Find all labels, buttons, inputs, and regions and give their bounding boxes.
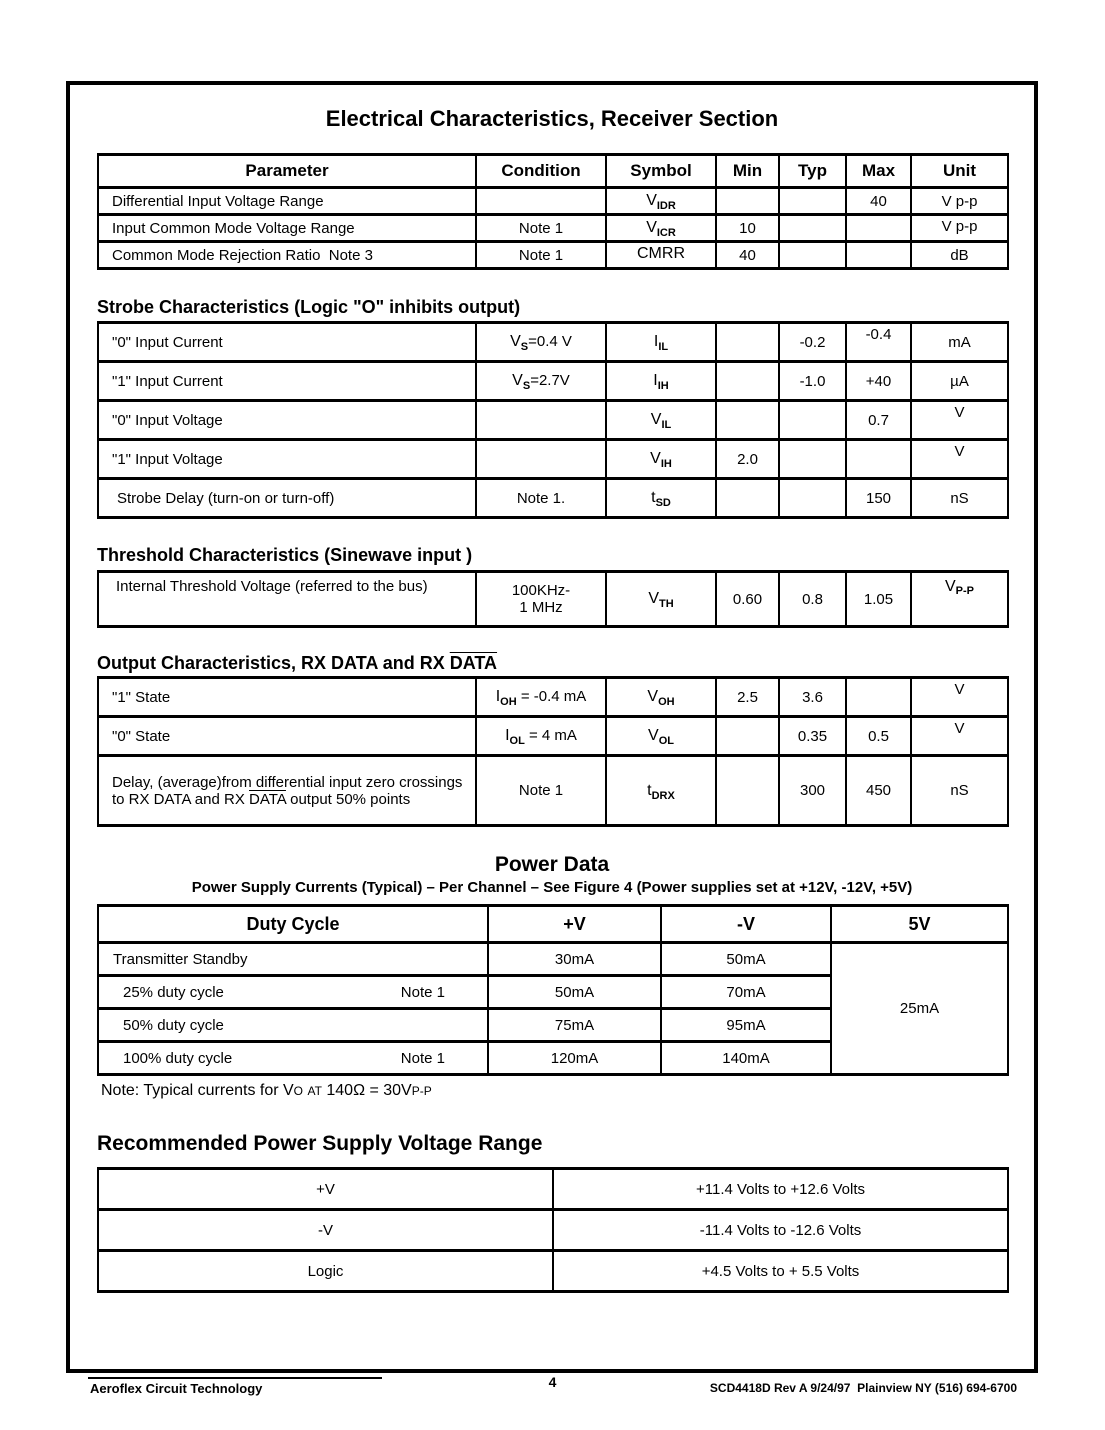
cell-parameter	[98, 756, 476, 826]
table-row	[98, 188, 1008, 215]
page-content	[70, 105, 1034, 1293]
cell-symbol	[606, 440, 716, 479]
col-header-condition: Condition	[476, 155, 606, 188]
cell-max: 0.7	[846, 401, 911, 440]
duty-label-text: 50% duty cycle	[123, 1016, 224, 1034]
cell-parameter: "1" Input Voltage	[98, 440, 476, 479]
cell-min: 40	[716, 242, 779, 269]
cell-symbol	[606, 242, 716, 269]
condition-sub: S	[520, 341, 529, 353]
col-header-plus-v: +V	[488, 906, 661, 943]
symbol-base: CMRR	[637, 245, 685, 262]
cell-min	[716, 323, 779, 362]
unit-base: V	[944, 578, 956, 595]
condition-sub: OL	[509, 735, 525, 747]
table-header-row	[98, 155, 1008, 188]
cell-minus-v: 50mA	[661, 943, 831, 976]
symbol-base: t	[651, 489, 656, 506]
table-row	[98, 215, 1008, 242]
cell-min	[716, 188, 779, 215]
page-number: 4	[548, 1374, 557, 1390]
col-header-typ: Typ	[779, 155, 846, 188]
cell-condition	[476, 717, 606, 756]
cell-unit: V	[911, 401, 1008, 440]
cell-symbol	[606, 756, 716, 826]
cell-symbol	[606, 215, 716, 242]
cell-max	[846, 215, 911, 242]
power-data-subtitle: Power Supply Currents (Typical) – Per Channel – See Figure 4 (Power supplies set at +12V, -12V, +5V)	[191, 879, 913, 896]
cell-unit: dB	[911, 242, 1008, 269]
symbol-sub: IL	[661, 419, 672, 431]
cell-condition	[476, 362, 606, 401]
cell-parameter: Input Common Mode Voltage Range	[98, 215, 476, 242]
table-row	[98, 572, 1008, 627]
table-row	[98, 1251, 1008, 1292]
cell-min: 10	[716, 215, 779, 242]
receiver-characteristics-table	[97, 153, 1009, 270]
symbol-sub: OH	[658, 696, 675, 708]
condition-base: I	[505, 727, 510, 744]
table-row	[98, 943, 1008, 976]
symbol-sub: OL	[658, 735, 674, 747]
cell-unit	[911, 572, 1008, 627]
cell-max: +40	[846, 362, 911, 401]
threshold-section-heading: Threshold Characteristics (Sinewave input )	[97, 545, 473, 565]
table-row	[98, 242, 1008, 269]
output-heading-text: Output Characteristics, RX DATA and RX	[97, 653, 450, 673]
cell-min: 2.5	[716, 678, 779, 717]
table-row	[98, 440, 1008, 479]
condition-base: I	[495, 688, 501, 705]
col-header-symbol: Symbol	[606, 155, 716, 188]
cell-minus-v: 70mA	[661, 976, 831, 1009]
symbol-sub: IL	[658, 341, 669, 353]
cell-symbol	[606, 572, 716, 627]
cell-parameter: Differential Input Voltage Range	[98, 188, 476, 215]
symbol-base: I	[653, 372, 658, 389]
cell-typ	[779, 188, 846, 215]
cell-unit: nS	[911, 756, 1008, 826]
cell-unit: V p-p	[911, 188, 1008, 215]
cell-voltage-range: +4.5 Volts to + 5.5 Volts	[553, 1251, 1008, 1292]
parameter-text: output 50% points	[285, 790, 411, 808]
recommended-voltage-table	[97, 1167, 1009, 1293]
cell-plus-v: 50mA	[488, 976, 661, 1009]
table-row	[98, 717, 1008, 756]
power-supply-currents-table	[97, 904, 1009, 1076]
symbol-base: V	[650, 450, 661, 467]
col-header-parameter: Parameter	[98, 155, 476, 188]
cell-typ	[779, 401, 846, 440]
condition-base: Note 1.	[516, 489, 566, 507]
cell-unit: V	[911, 717, 1008, 756]
output-section-heading	[97, 652, 1007, 674]
cell-condition	[476, 188, 606, 215]
cell-duty-label	[98, 1042, 488, 1075]
cell-parameter: "1" Input Current	[98, 362, 476, 401]
symbol-base: V	[648, 590, 659, 607]
footer-document-id: SCD4418D Rev A 9/24/97 Plainview NY (516) 694-6700	[709, 1381, 1017, 1395]
cell-min: 0.60	[716, 572, 779, 627]
table-row	[98, 1169, 1008, 1210]
duty-label-text: 25% duty cycle	[123, 983, 224, 1001]
table-row	[98, 401, 1008, 440]
symbol-sub: ICR	[656, 227, 676, 239]
cell-unit: V p-p	[911, 215, 1008, 242]
cell-voltage-range: +11.4 Volts to +12.6 Volts	[553, 1169, 1008, 1210]
cell-unit: mA	[911, 323, 1008, 362]
footer-company: Aeroflex Circuit Technology	[90, 1381, 263, 1396]
cell-typ: -0.2	[779, 323, 846, 362]
symbol-sub: IH	[657, 380, 669, 392]
cell-typ: 300	[779, 756, 846, 826]
cell-supply-label: Logic	[98, 1251, 553, 1292]
cell-min	[716, 479, 779, 518]
cell-typ: 3.6	[779, 678, 846, 717]
output-heading-overline-text: DATA	[449, 653, 498, 673]
cell-supply-label: -V	[98, 1210, 553, 1251]
duty-label-text: 100% duty cycle	[123, 1049, 233, 1067]
col-header-minus-v: -V	[661, 906, 831, 943]
strobe-section-heading: Strobe Characteristics (Logic "O" inhibits output)	[97, 297, 521, 317]
note-text: 140Ω = 30V	[321, 1082, 412, 1099]
cell-minus-v: 95mA	[661, 1009, 831, 1042]
cell-min	[716, 362, 779, 401]
table-row	[98, 323, 1008, 362]
cell-plus-v: 120mA	[488, 1042, 661, 1075]
cell-parameter: "0" State	[98, 717, 476, 756]
condition-rest: = 4 mA	[524, 727, 577, 744]
cell-typ: -1.0	[779, 362, 846, 401]
table-row	[98, 362, 1008, 401]
cell-typ	[779, 215, 846, 242]
col-header-5v: 5V	[831, 906, 1008, 943]
cell-parameter: "0" Input Voltage	[98, 401, 476, 440]
power-note	[101, 1081, 1007, 1101]
cell-5v-spanning: 25mA	[831, 943, 1008, 1075]
condition-line-2: 1 MHz	[519, 599, 563, 616]
condition-rest: = -0.4 mA	[516, 688, 587, 705]
symbol-base: V	[647, 688, 659, 705]
page-title: Electrical Characteristics, Receiver Section	[325, 106, 779, 131]
symbol-base: V	[650, 411, 662, 428]
note-text: Note: Typical currents for V	[101, 1082, 294, 1099]
cell-min: 2.0	[716, 440, 779, 479]
cell-symbol	[606, 479, 716, 518]
cell-symbol	[606, 401, 716, 440]
cell-max: 0.5	[846, 717, 911, 756]
col-header-unit: Unit	[911, 155, 1008, 188]
recommended-section-heading: Recommended Power Supply Voltage Range	[97, 1132, 543, 1155]
page-border	[66, 81, 1038, 1373]
cell-condition	[476, 572, 606, 627]
cell-typ: 0.35	[779, 717, 846, 756]
symbol-base: t	[647, 781, 652, 799]
cell-parameter: Common Mode Rejection Ratio Note 3	[98, 242, 476, 269]
cell-unit: V	[911, 678, 1008, 717]
cell-condition	[476, 440, 606, 479]
duty-note: Note 1	[400, 983, 445, 1001]
cell-max	[846, 242, 911, 269]
cell-supply-label: +V	[98, 1169, 553, 1210]
symbol-sub: IDR	[656, 200, 676, 212]
parameter-text: Delay, (average)from differential input zero crossings to RX DATA and RX	[112, 773, 467, 808]
cell-symbol	[606, 717, 716, 756]
cell-symbol	[606, 362, 716, 401]
condition-sub: S	[522, 380, 531, 392]
unit-sub: P-P	[955, 585, 974, 597]
table-row	[98, 756, 1008, 826]
cell-typ: 0.8	[779, 572, 846, 627]
symbol-base: V	[646, 219, 657, 236]
threshold-characteristics-table	[97, 570, 1009, 628]
col-header-duty-cycle: Duty Cycle	[98, 906, 488, 943]
power-data-title: Power Data	[494, 853, 610, 876]
cell-symbol	[606, 188, 716, 215]
cell-parameter: "1" State	[98, 678, 476, 717]
note-smallcap: P-P	[411, 1084, 432, 1098]
symbol-sub: DRX	[651, 789, 675, 802]
note-smallcap: AT	[307, 1084, 322, 1098]
cell-max	[846, 678, 911, 717]
cell-min	[716, 717, 779, 756]
cell-plus-v: 75mA	[488, 1009, 661, 1042]
cell-typ	[779, 242, 846, 269]
condition-base: V	[512, 372, 523, 389]
table-row	[98, 1210, 1008, 1251]
condition-line-1: 100KHz-	[511, 582, 571, 599]
cell-max: 150	[846, 479, 911, 518]
col-header-max: Max	[846, 155, 911, 188]
cell-max	[846, 440, 911, 479]
symbol-sub: SD	[655, 497, 671, 509]
symbol-base: I	[653, 333, 659, 350]
cell-condition	[476, 323, 606, 362]
cell-duty-label	[98, 976, 488, 1009]
note-smallcap: O	[293, 1084, 304, 1098]
cell-unit: nS	[911, 479, 1008, 518]
cell-max: 450	[846, 756, 911, 826]
cell-min	[716, 401, 779, 440]
cell-max: 40	[846, 188, 911, 215]
cell-symbol	[606, 678, 716, 717]
output-characteristics-table	[97, 676, 1009, 827]
cell-min	[716, 756, 779, 826]
table-row	[98, 479, 1008, 518]
cell-minus-v: 140mA	[661, 1042, 831, 1075]
cell-typ	[779, 440, 846, 479]
cell-parameter: Strobe Delay (turn-on or turn-off)	[98, 479, 476, 518]
table-header-row	[98, 906, 1008, 943]
cell-typ	[779, 479, 846, 518]
condition-sub: OH	[500, 696, 517, 708]
cell-max: -0.4	[846, 323, 911, 362]
cell-unit: µA	[911, 362, 1008, 401]
cell-symbol	[606, 323, 716, 362]
duty-note: Note 1	[400, 1049, 445, 1067]
table-row	[98, 678, 1008, 717]
condition-rest: =2.7V	[530, 372, 570, 389]
parameter-overline-text: DATA	[249, 790, 286, 808]
symbol-base: V	[648, 727, 659, 744]
cell-parameter: Internal Threshold Voltage (referred to the bus)	[98, 572, 476, 627]
cell-condition	[476, 678, 606, 717]
condition-base: V	[510, 333, 521, 350]
duty-label-text: Transmitter Standby	[113, 950, 248, 968]
cell-voltage-range: -11.4 Volts to -12.6 Volts	[553, 1210, 1008, 1251]
cell-condition: Note 1	[476, 215, 606, 242]
symbol-sub: TH	[659, 598, 674, 610]
strobe-characteristics-table	[97, 321, 1009, 519]
cell-condition: Note 1	[476, 756, 606, 826]
cell-parameter: "0" Input Current	[98, 323, 476, 362]
cell-unit: V	[911, 440, 1008, 479]
condition-rest: =0.4 V	[528, 333, 572, 350]
cell-duty-label	[98, 943, 488, 976]
cell-max: 1.05	[846, 572, 911, 627]
cell-plus-v: 30mA	[488, 943, 661, 976]
col-header-min: Min	[716, 155, 779, 188]
cell-condition	[476, 401, 606, 440]
symbol-base: V	[646, 192, 657, 209]
symbol-sub: IH	[660, 458, 672, 470]
cell-condition	[476, 479, 606, 518]
cell-condition: Note 1	[476, 242, 606, 269]
cell-duty-label	[98, 1009, 488, 1042]
